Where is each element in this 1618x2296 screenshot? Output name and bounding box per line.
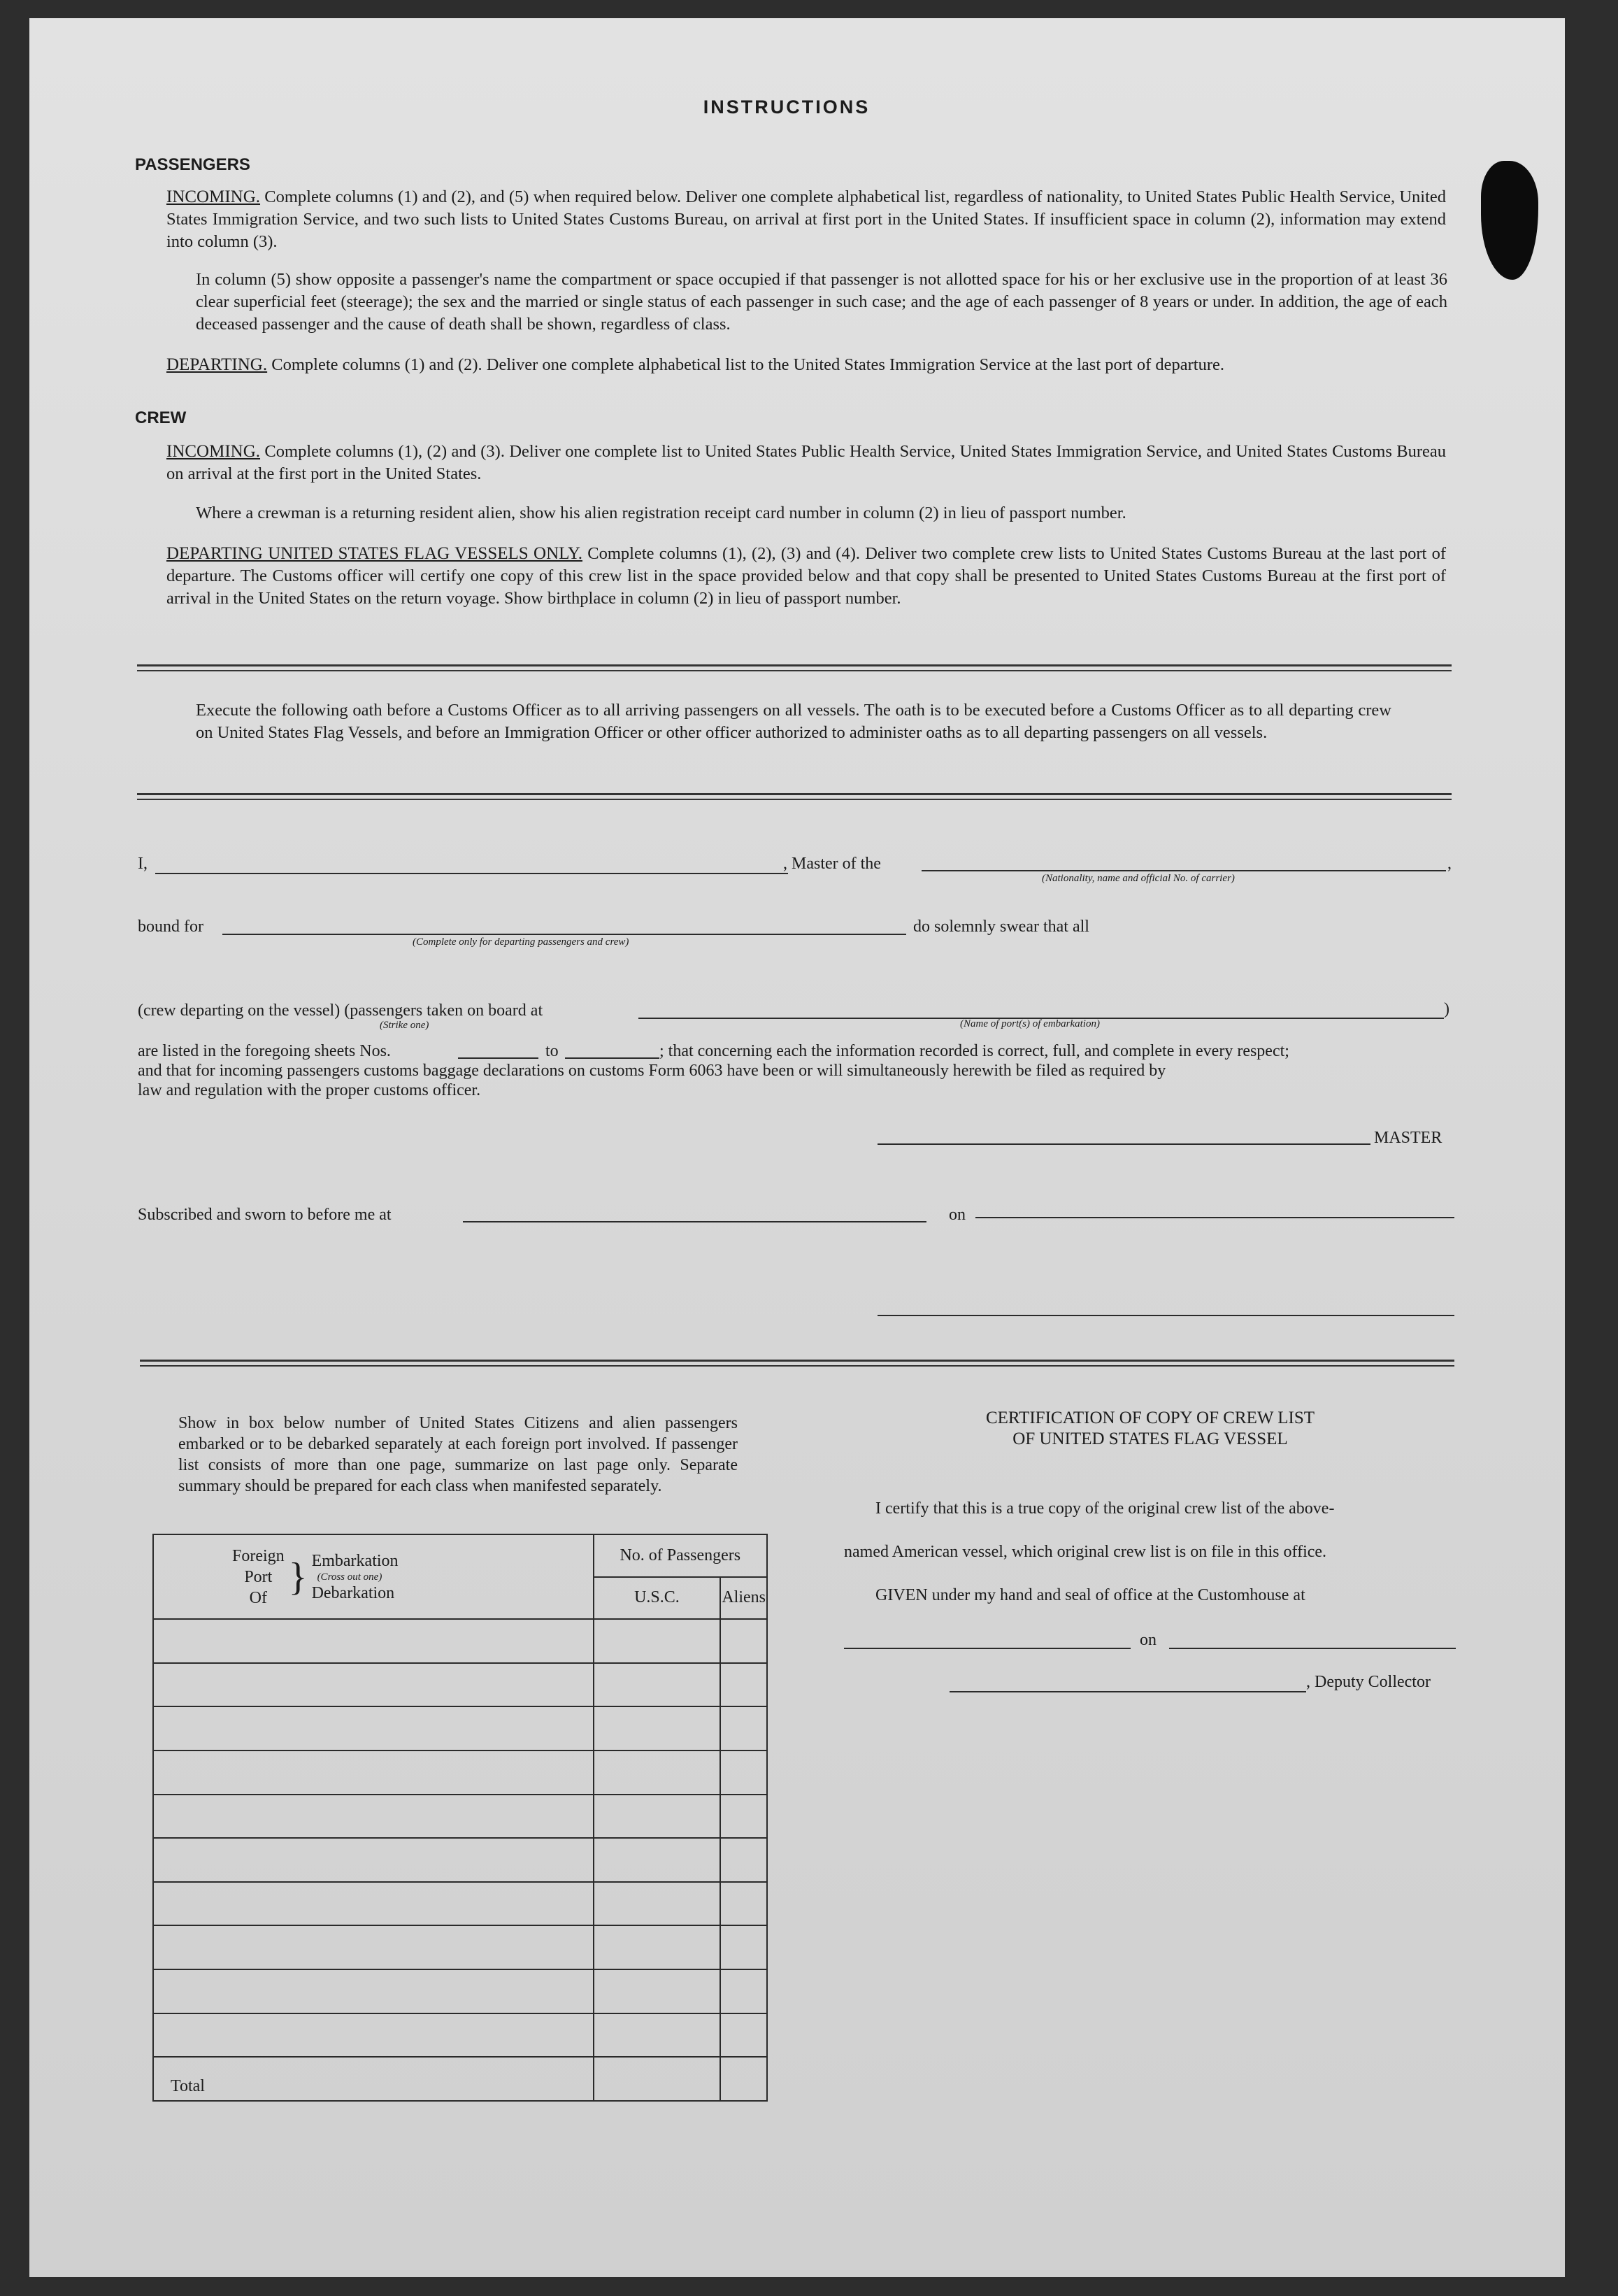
crew-departing-label: DEPARTING UNITED STATES FLAG VESSELS ONLY. xyxy=(166,544,582,563)
total-row xyxy=(153,2057,767,2101)
master-of-label: , Master of the xyxy=(783,855,881,873)
passengers-heading: PASSENGERS xyxy=(135,155,250,174)
usc-cell[interactable] xyxy=(594,1925,721,1969)
table-row xyxy=(153,1619,767,1663)
aliens-cell[interactable] xyxy=(720,2013,767,2058)
page-title: INSTRUCTIONS xyxy=(703,97,871,117)
double-rule xyxy=(137,793,1452,800)
listed-prefix: are listed in the foregoing sheets Nos. xyxy=(138,1042,391,1060)
table-row xyxy=(153,2013,767,2058)
certify-line-1: I certify that this is a true copy of the original crew list of the above- xyxy=(875,1499,1335,1518)
crew-incoming-paragraph xyxy=(166,441,1446,485)
usc-cell[interactable] xyxy=(594,1619,721,1663)
usc-cell[interactable] xyxy=(594,1969,721,2013)
column5-paragraph: In column (5) show opposite a passenger's name the compartment or space occupied if that passenger is not allotted space for his or her exclusive use in the proportion of at least 36 clear superficial feet (steerage); the sex and the married or single status of each passenger in such case; and the age of each passenger of 8 years or under. In addition, the age of each deceased passenger and the cause of death shall be shown, regardless of class. xyxy=(196,270,1447,334)
table-row xyxy=(153,1750,767,1795)
passengers-incoming-label: INCOMING. xyxy=(166,187,261,206)
carrier-caption: (Nationality, name and official No. of carrier) xyxy=(1042,873,1235,884)
passengers-departing-label: DEPARTING. xyxy=(166,355,268,374)
crew-incoming-text: Complete columns (1), (2) and (3). Deliver one complete list to United States Public Health Service, United States Immigration Service, and United States Customs Bureau on arrival at the first port in the United States. xyxy=(166,442,1446,483)
aliens-header: Aliens xyxy=(720,1577,767,1620)
bound-for-label: bound for xyxy=(138,918,203,936)
aliens-cell[interactable] xyxy=(720,1925,767,1969)
aliens-cell[interactable] xyxy=(720,1969,767,2013)
aliens-cell[interactable] xyxy=(720,1663,767,1707)
table-row xyxy=(153,1663,767,1707)
usc-cell[interactable] xyxy=(594,2013,721,2058)
sworn-at-field[interactable] xyxy=(463,1221,926,1222)
table-header-row xyxy=(153,1534,767,1577)
aliens-cell[interactable] xyxy=(720,1619,767,1663)
oath-instruction-paragraph: Execute the following oath before a Customs Officer as to all arriving passengers on all vessels. The oath is to be executed before a Customs Officer as to all departing crew on United States Flag Vessels, and before an Immigration Officer or other officer authorized to administer oaths as to all departing passengers on all vessels. xyxy=(196,701,1391,742)
ports-caption: (Name of port(s) of embarkation) xyxy=(960,1018,1100,1029)
strike-one-caption: (Strike one) xyxy=(380,1020,429,1031)
port-cell[interactable] xyxy=(153,1706,594,1750)
aliens-cell[interactable] xyxy=(720,1795,767,1839)
port-cell[interactable] xyxy=(153,1838,594,1882)
passengers-departing-paragraph xyxy=(166,354,1446,376)
port-cell[interactable] xyxy=(153,1882,594,1926)
table-row xyxy=(153,1969,767,2013)
solemnly-swear-label: do solemnly swear that all xyxy=(913,918,1089,936)
usc-cell[interactable] xyxy=(594,1795,721,1839)
port-cell[interactable] xyxy=(153,1969,594,2013)
debarkation-label: Debarkation xyxy=(311,1583,395,1602)
subscribed-label: Subscribed and sworn to before me at xyxy=(138,1206,392,1224)
usc-cell[interactable] xyxy=(594,1750,721,1795)
usc-total-cell[interactable] xyxy=(594,2057,721,2101)
table-row xyxy=(153,1882,767,1926)
table-row xyxy=(153,1838,767,1882)
port-cell[interactable] xyxy=(153,1795,594,1839)
no-of-passengers-header: No. of Passengers xyxy=(594,1534,767,1577)
port-header-cell xyxy=(153,1534,594,1619)
bound-for-field[interactable] xyxy=(222,934,906,935)
certification-heading-1: CERTIFICATION OF COPY OF CREW LIST xyxy=(985,1409,1315,1427)
summary-instruction: Show in box below number of United States Citizens and alien passengers embarked or to be debarked separately at each foreign port involved. If passenger list consists of more than one page, summarize on last page only. Separate summary should be prepared for each class when manifested separately. xyxy=(178,1414,738,1495)
usc-cell[interactable] xyxy=(594,1882,721,1926)
port-cell[interactable] xyxy=(153,1663,594,1707)
master-signature-field[interactable] xyxy=(878,1143,1370,1145)
usc-cell[interactable] xyxy=(594,1706,721,1750)
usc-header: U.S.C. xyxy=(594,1577,721,1620)
baggage-line: and that for incoming passengers customs baggage declarations on customs Form 6063 have been or will simultaneously herewith be filed as required by xyxy=(138,1062,1166,1080)
oath-i-label: I, xyxy=(138,855,148,873)
passengers-incoming-paragraph xyxy=(166,186,1446,253)
usc-cell[interactable] xyxy=(594,1838,721,1882)
double-rule xyxy=(140,1360,1454,1367)
given-line: GIVEN under my hand and seal of office at the Customhouse at xyxy=(875,1586,1305,1604)
aliens-cell[interactable] xyxy=(720,1838,767,1882)
deputy-signature-field[interactable] xyxy=(950,1691,1306,1692)
deputy-collector-label: , Deputy Collector xyxy=(1306,1673,1431,1691)
comma-label: , xyxy=(1447,855,1452,873)
aliens-cell[interactable] xyxy=(720,1882,767,1926)
passengers-incoming-text: Complete columns (1) and (2), and (5) when required below. Deliver one complete alphabetical list, regardless of nationality, to United States Public Health Service, United States Immigration Service, and two such lists to United States Customs Bureau, on arrival at first port in the United States. If insufficient space in column (2), information may extend into column (3). xyxy=(166,187,1446,251)
complete-only-caption: (Complete only for departing passengers and crew) xyxy=(413,936,629,948)
passengers-departing-text: Complete columns (1) and (2). Deliver one complete alphabetical list to the United States Immigration Service at the last port of departure. xyxy=(271,355,1224,374)
cert-date-field[interactable] xyxy=(1169,1648,1456,1649)
certification-heading-2: OF UNITED STATES FLAG VESSEL xyxy=(1012,1429,1288,1448)
double-rule xyxy=(137,664,1452,671)
port-cell[interactable] xyxy=(153,1619,594,1663)
crew-departing-text: Complete columns (1), (2), (3) and (4). Deliver two complete crew lists to United States Customs Bureau at the last port of departure. The Customs officer will certify one copy of this crew list in the space provided below and that copy shall be presented to United States Customs Bureau at the first port of arrival in the United States on the return voyage. Show birthplace in column (2) in lieu of passport number. xyxy=(166,544,1446,608)
master-name-field[interactable] xyxy=(155,873,788,874)
foreign-label: Foreign xyxy=(232,1546,285,1565)
port-label: Port xyxy=(244,1567,273,1586)
table-row xyxy=(153,1925,767,1969)
port-cell[interactable] xyxy=(153,1750,594,1795)
listed-to-label: to xyxy=(545,1042,559,1060)
crew-incoming-label: INCOMING. xyxy=(166,442,261,461)
table-row xyxy=(153,1795,767,1839)
cross-out-caption: (Cross out one) xyxy=(317,1571,382,1583)
sworn-on-label: on xyxy=(949,1206,966,1224)
officer-signature-field[interactable] xyxy=(878,1315,1454,1316)
crew-heading: CREW xyxy=(135,408,187,427)
master-label: MASTER xyxy=(1374,1129,1442,1147)
carrier-field[interactable] xyxy=(922,870,1446,871)
total-label-cell: Total xyxy=(153,2057,594,2101)
of-label: Of xyxy=(249,1588,267,1607)
crew-departing-label: (crew departing on the vessel) (passengers taken on board at xyxy=(138,1001,543,1020)
brace-icon: } xyxy=(288,1555,308,1599)
listed-rest: ; that concerning each the information recorded is correct, full, and complete in every respect; xyxy=(659,1042,1289,1060)
sheets-to-field[interactable] xyxy=(565,1057,659,1059)
aliens-cell[interactable] xyxy=(720,1706,767,1750)
crew-departing-paragraph xyxy=(166,543,1446,610)
aliens-cell[interactable] xyxy=(720,1750,767,1795)
customhouse-field[interactable] xyxy=(844,1648,1131,1649)
certify-line-2: named American vessel, which original crew list is on file in this office. xyxy=(844,1543,1327,1561)
usc-cell[interactable] xyxy=(594,1663,721,1707)
table-row xyxy=(153,1706,767,1750)
resident-alien-paragraph: Where a crewman is a returning resident alien, show his alien registration receipt card number in column (2) in lieu of passport number. xyxy=(196,504,1126,522)
port-cell[interactable] xyxy=(153,1925,594,1969)
aliens-total-cell[interactable] xyxy=(720,2057,767,2101)
sworn-date-field[interactable] xyxy=(975,1217,1454,1218)
closing-paren: ) xyxy=(1444,1000,1449,1018)
law-line: law and regulation with the proper customs officer. xyxy=(138,1081,481,1099)
sheets-from-field[interactable] xyxy=(458,1057,538,1059)
passenger-summary-table xyxy=(152,1534,768,2102)
cert-on-label: on xyxy=(1140,1631,1157,1649)
port-cell[interactable] xyxy=(153,2013,594,2058)
embarkation-label: Embarkation xyxy=(311,1551,399,1570)
